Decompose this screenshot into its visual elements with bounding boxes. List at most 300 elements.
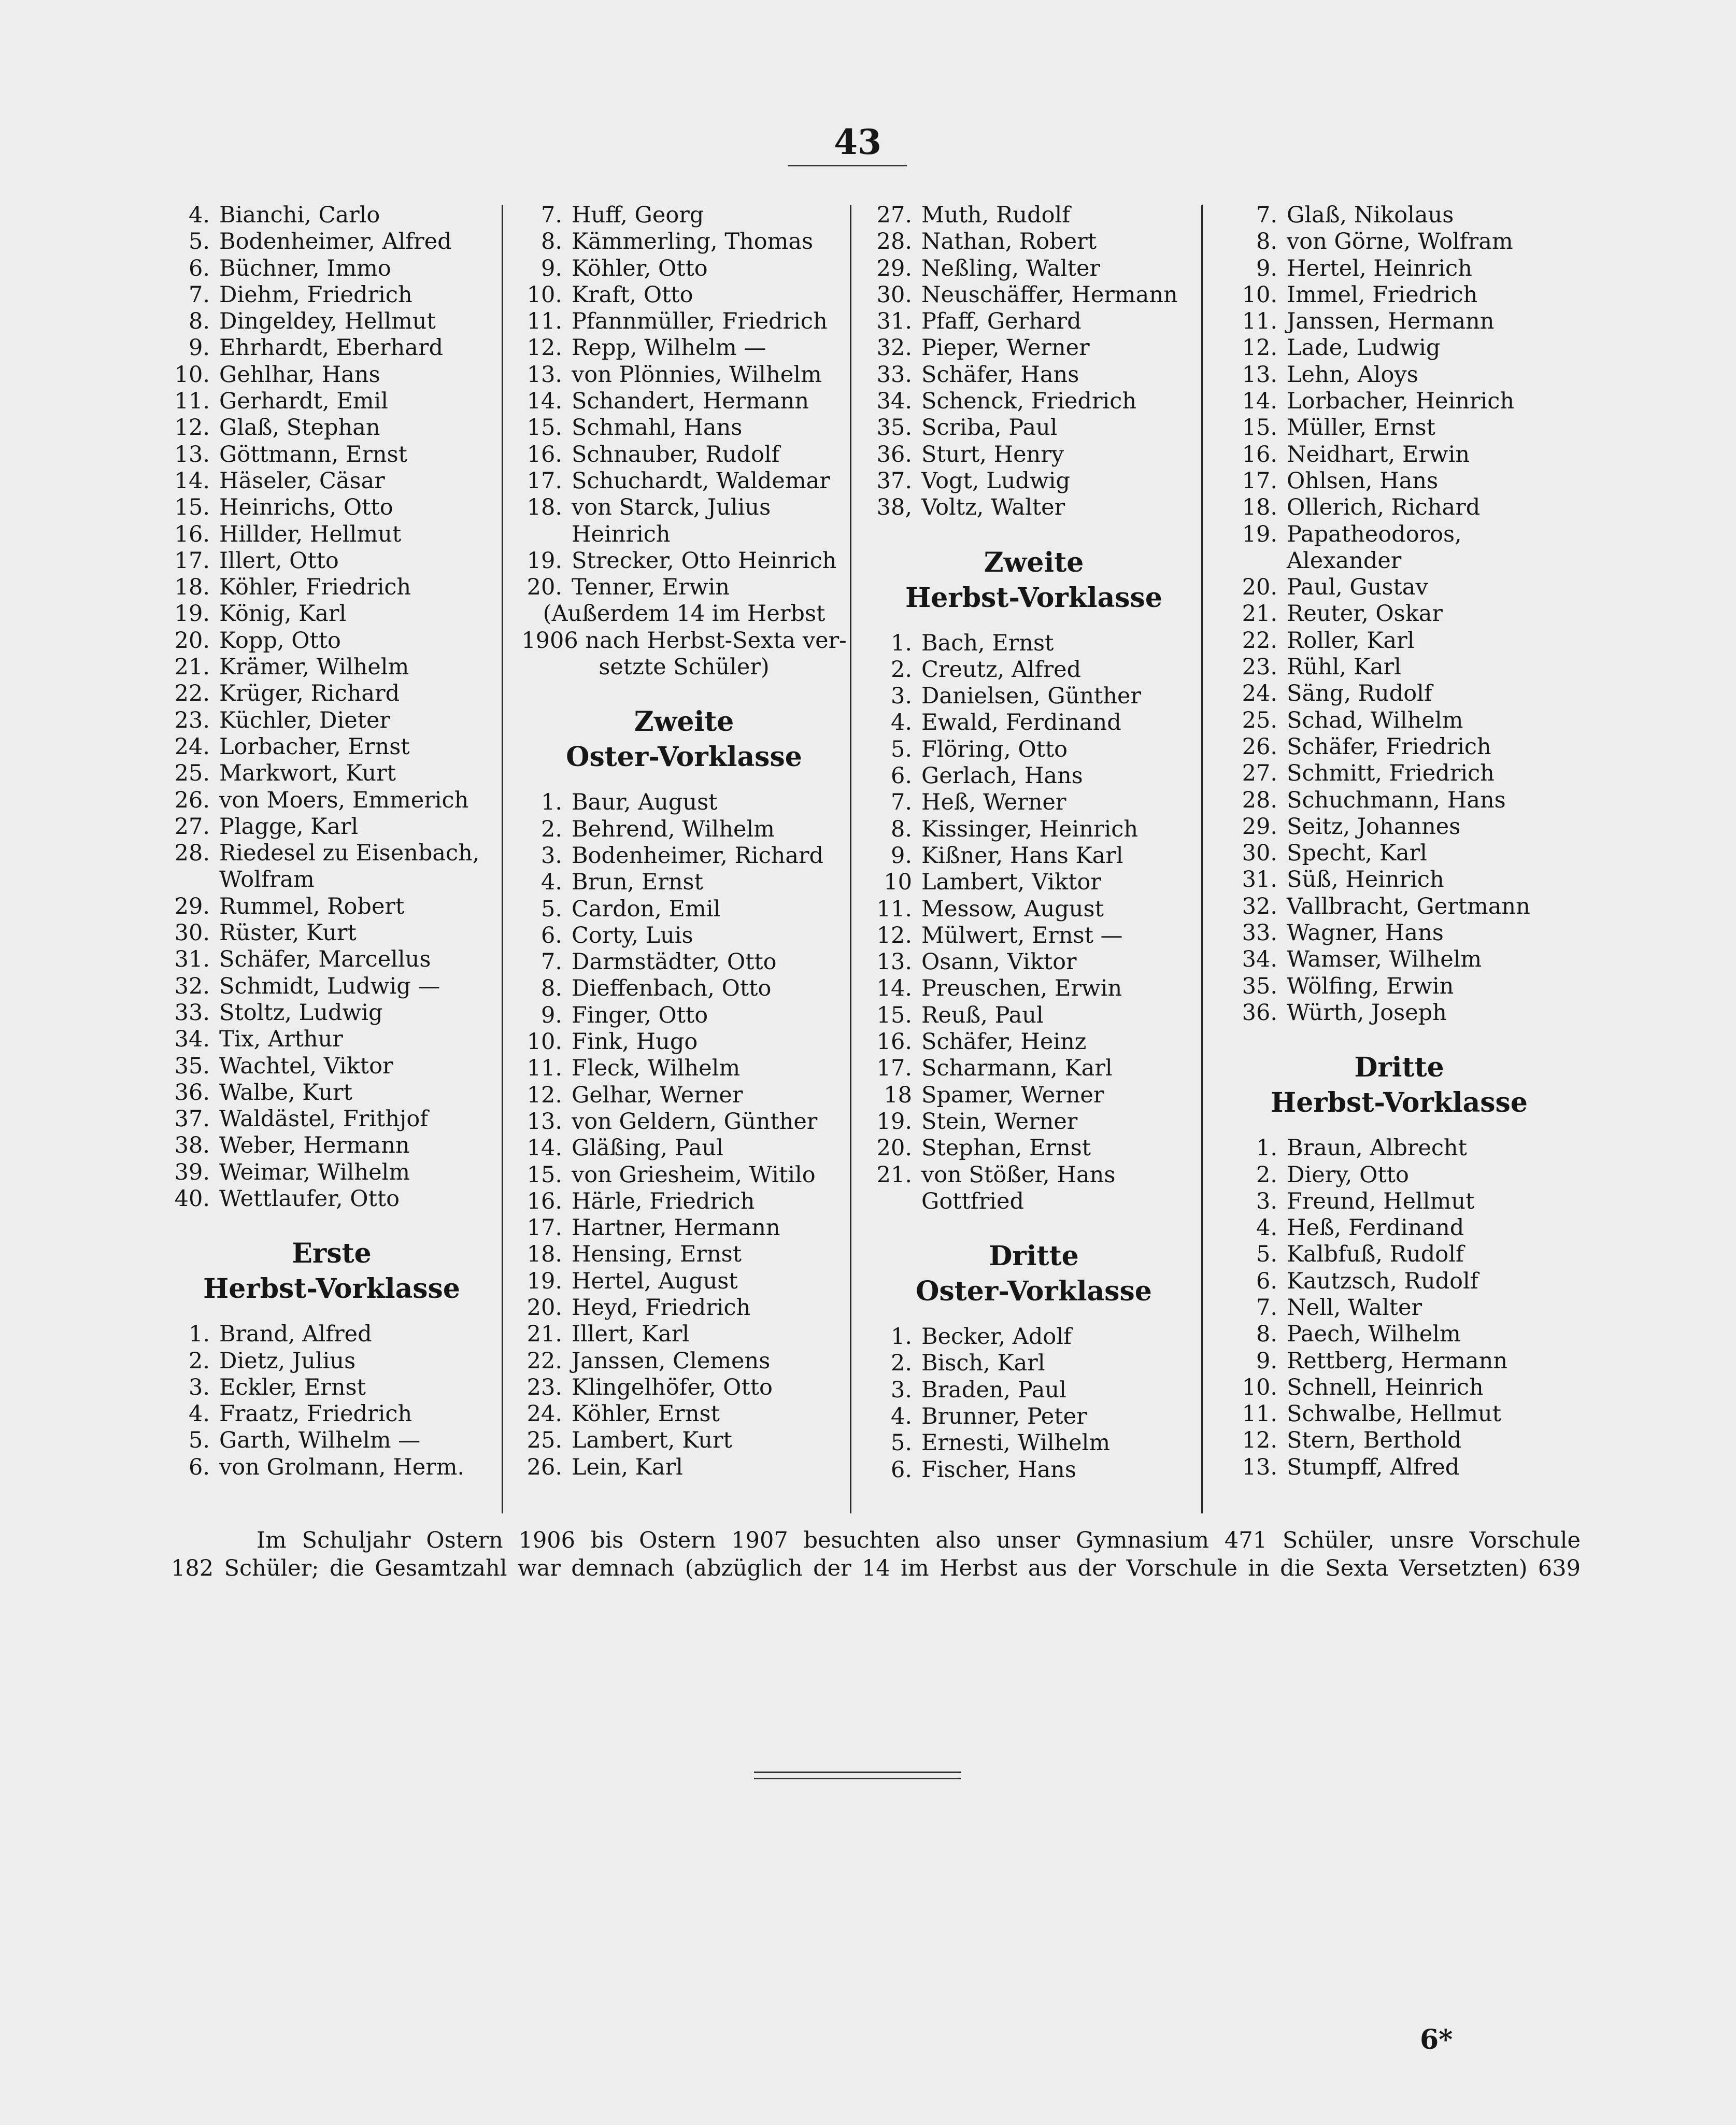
student-name: Würth, Joseph [1287, 999, 1447, 1026]
student-entry [1233, 946, 1565, 973]
student-name: Bodenheimer, Alfred [219, 229, 452, 255]
student-name: Braun, Albrecht [1287, 1135, 1467, 1161]
entry-number: 10 [884, 869, 912, 896]
entry-number: 6. [188, 1454, 210, 1480]
entry-number: 33. [1242, 920, 1277, 946]
student-name: Strecker, Otto Heinrich [572, 547, 837, 574]
student-name: Neuschäffer, Hermann [921, 281, 1178, 308]
entry-number: 17. [527, 1215, 562, 1241]
student-entry [166, 840, 497, 867]
entry-number: 36. [876, 441, 912, 468]
student-entry [166, 601, 497, 627]
student-entry [166, 335, 497, 361]
entry-number: 1. [1256, 1135, 1277, 1161]
entry-number: 18. [527, 494, 562, 521]
student-name: Pfannmüller, Friedrich [572, 308, 828, 335]
student-name: Becker, Adolf [921, 1324, 1072, 1350]
student-entry [166, 362, 497, 388]
student-name: Rüster, Kurt [219, 920, 357, 946]
entry-number: 18. [527, 1241, 562, 1268]
entry-number: 8. [890, 816, 912, 842]
student-name: Ernesti, Wilhelm [921, 1430, 1111, 1456]
student-entry [518, 362, 850, 388]
student-name: Ohlsen, Hans [1287, 468, 1439, 494]
student-entry [518, 388, 850, 415]
entry-number: 28. [174, 840, 210, 867]
entry-number: 13. [527, 1108, 562, 1135]
entry-number: 39. [174, 1159, 210, 1185]
entry-number: 25. [1242, 707, 1277, 733]
column-divider [502, 205, 503, 1513]
entry-number: 34. [1242, 946, 1277, 973]
entry-number: 22. [174, 681, 210, 707]
student-entry [166, 734, 497, 760]
student-name: Lade, Ludwig [1287, 335, 1441, 361]
class-heading-line: Herbst-Vorklasse [905, 582, 1162, 614]
student-name: Süß, Heinrich [1287, 867, 1444, 893]
entry-number: 24. [1242, 681, 1277, 707]
student-name: Nell, Walter [1287, 1294, 1422, 1321]
student-name: Paul, Gustav [1287, 574, 1428, 601]
student-name: von Geldern, Günther [572, 1108, 818, 1135]
entry-number: 11. [1242, 308, 1277, 335]
class-heading [868, 1239, 1200, 1309]
student-entry [1233, 973, 1565, 1000]
entry-number: 1. [890, 1324, 912, 1350]
student-name: Büchner, Immo [219, 255, 391, 281]
student-entry [518, 975, 850, 1002]
student-entry [518, 1348, 850, 1375]
column-2 [518, 202, 850, 1481]
entry-number: 6. [540, 922, 562, 948]
student-name: Diery, Otto [1287, 1161, 1409, 1188]
student-name: Härle, Friedrich [572, 1188, 755, 1214]
student-name: Walbe, Kurt [219, 1079, 352, 1106]
entry-number: 7. [1256, 202, 1277, 228]
student-entry [868, 923, 1200, 949]
student-entry [1233, 1215, 1565, 1241]
student-entry [868, 308, 1200, 335]
column-1 [166, 202, 497, 1481]
entry-number: 31. [876, 308, 912, 335]
student-entry [518, 548, 850, 574]
entry-number: 15. [1242, 415, 1277, 441]
student-name: Neßling, Walter [921, 255, 1100, 281]
entry-number: 17. [527, 468, 562, 494]
student-name: Immel, Friedrich [1287, 281, 1478, 308]
student-name: Bianchi, Carlo [219, 202, 380, 228]
student-name: Heinrichs, Otto [219, 494, 393, 521]
entry-number: 26. [174, 787, 210, 813]
entry-number: 23. [1242, 654, 1277, 681]
entry-number: 22. [1242, 627, 1277, 654]
entry-number: 10. [527, 1029, 562, 1055]
student-entry [166, 1375, 497, 1401]
entry-number: 7. [540, 202, 562, 228]
student-entry [1233, 1268, 1565, 1295]
student-name: Tenner, Erwin [572, 574, 730, 601]
student-name: Lehn, Aloys [1287, 361, 1418, 388]
student-entry [1233, 1401, 1565, 1427]
entry-number: 3. [1256, 1188, 1277, 1214]
student-entry [166, 814, 497, 840]
student-entry [166, 920, 497, 946]
student-name: Schuchardt, Waldemar [572, 468, 830, 494]
student-name: Gerhardt, Emil [219, 388, 389, 415]
entry-number: 6. [890, 763, 912, 789]
student-entry [518, 1109, 850, 1135]
student-entry [868, 1055, 1200, 1082]
student-entry [868, 1029, 1200, 1055]
student-name: Fischer, Hans [921, 1456, 1076, 1483]
student-name: Hartner, Hermann [572, 1215, 780, 1241]
entry-number: 24. [527, 1401, 562, 1427]
student-name: Corty, Luis [572, 922, 693, 948]
entry-number: 6. [890, 1456, 912, 1483]
student-name: Wettlaufer, Otto [219, 1185, 400, 1212]
student-name: Lambert, Viktor [921, 869, 1101, 896]
student-name: Schenck, Friedrich [921, 388, 1137, 415]
student-entry [1233, 787, 1565, 814]
entry-number: 13. [1242, 361, 1277, 388]
student-name: Bisch, Karl [921, 1350, 1045, 1377]
entry-number: 7. [188, 281, 210, 308]
transfer-note-line: setzte Schüler) [599, 654, 770, 681]
student-entry [1233, 1454, 1565, 1481]
student-entry [868, 388, 1200, 415]
column-4 [1233, 202, 1565, 1481]
transfer-note-line: 1906 nach Herbst-Sexta ver- [521, 627, 847, 654]
student-name: Neidhart, Erwin [1287, 441, 1470, 468]
student-entry [518, 1401, 850, 1427]
student-entry [518, 1454, 850, 1481]
entry-number: 8. [1256, 1321, 1277, 1348]
entry-number: 30. [174, 920, 210, 946]
student-name: Dingeldey, Hellmut [219, 308, 436, 335]
entry-number: 9. [540, 255, 562, 281]
entry-number: 25. [527, 1427, 562, 1454]
student-name: Ollerich, Richard [1287, 494, 1481, 521]
student-name: Tix, Arthur [219, 1026, 343, 1053]
student-entry [518, 1029, 850, 1055]
student-entry [518, 1188, 850, 1215]
student-name: Klingelhöfer, Otto [572, 1374, 773, 1400]
entry-number: 18 [884, 1082, 912, 1108]
student-name-continuation: Alexander [1287, 547, 1402, 574]
entry-number: 14. [876, 975, 912, 1002]
student-entry [868, 335, 1200, 361]
entry-number: 38, [876, 494, 912, 521]
entry-number: 31. [1242, 867, 1277, 893]
student-name: Säng, Rudolf [1287, 681, 1432, 707]
entry-number: 16. [174, 521, 210, 547]
entry-number: 4. [890, 710, 912, 736]
entry-number: 13. [174, 441, 210, 468]
student-entry [868, 949, 1200, 975]
entry-number: 9. [188, 335, 210, 361]
student-entry [166, 229, 497, 255]
student-entry [868, 468, 1200, 494]
entry-number: 19. [1242, 521, 1277, 547]
student-name: Heß, Ferdinand [1287, 1215, 1464, 1241]
student-name: Stoltz, Ludwig [219, 999, 383, 1026]
entry-number: 4. [890, 1403, 912, 1429]
entry-number: 11. [1242, 1401, 1277, 1427]
student-entry [518, 202, 850, 229]
student-name: Rühl, Karl [1287, 654, 1401, 681]
student-entry [868, 843, 1200, 869]
student-name: Janssen, Clemens [572, 1348, 771, 1374]
summary-line: 182 Schüler; die Gesamtzahl war demnach (abzüglich der 14 im Herbst aus der Vorschule in die Sexta Versetzten) 639 [171, 1555, 1581, 1581]
entry-number: 21. [876, 1161, 912, 1188]
entry-number: 20. [527, 1294, 562, 1321]
entry-number: 4. [188, 1401, 210, 1427]
class-heading-line: Erste [292, 1238, 372, 1270]
student-name: Messow, August [921, 896, 1104, 922]
student-entry [166, 521, 497, 548]
student-entry [1233, 308, 1565, 335]
entry-number: 14. [174, 468, 210, 494]
student-name: Göttmann, Ernst [219, 441, 407, 468]
entry-number: 30. [876, 281, 912, 308]
student-name: Diehm, Friedrich [219, 281, 412, 308]
student-entry [518, 494, 850, 521]
entry-number: 1. [540, 789, 562, 816]
student-name: Fleck, Wilhelm [572, 1055, 741, 1082]
transfer-note-line: (Außerdem 14 im Herbst [543, 601, 826, 627]
student-name: Kißner, Hans Karl [921, 842, 1123, 869]
student-entry [868, 1135, 1200, 1161]
student-entry [166, 388, 497, 415]
student-name: Illert, Otto [219, 547, 339, 574]
student-name: Repp, Wilhelm — [572, 335, 766, 361]
student-name: Kraft, Otto [572, 281, 693, 308]
student-name: Markwort, Kurt [219, 760, 396, 787]
student-name: Eckler, Ernst [219, 1374, 366, 1400]
student-name: Pieper, Werner [921, 335, 1090, 361]
entry-number: 33. [876, 361, 912, 388]
entry-number: 12. [1242, 1427, 1277, 1454]
student-entry [1233, 442, 1565, 468]
student-entry [868, 1457, 1200, 1483]
student-entry [868, 1404, 1200, 1430]
student-name: Gerlach, Hans [921, 763, 1083, 789]
student-name: Garth, Wilhelm — [219, 1427, 421, 1454]
student-entry [518, 1427, 850, 1454]
entry-number: 16. [876, 1029, 912, 1055]
entry-number: 12. [174, 415, 210, 441]
entry-number: 5. [1256, 1241, 1277, 1268]
entry-number: 37. [876, 468, 912, 494]
student-entry [868, 1350, 1200, 1377]
student-entry [166, 1427, 497, 1454]
student-entry [868, 282, 1200, 308]
entry-number: 37. [174, 1106, 210, 1132]
entry-number: 2. [890, 1350, 912, 1377]
entry-number: 13. [876, 949, 912, 975]
student-name: Vallbracht, Gertmann [1287, 893, 1530, 919]
class-heading-line: Zweite [634, 706, 734, 738]
student-entry [1233, 601, 1565, 627]
entry-number: 11. [527, 1055, 562, 1082]
entry-number: 19. [527, 547, 562, 574]
entry-number: 27. [174, 813, 210, 840]
entry-number: 29. [876, 255, 912, 281]
entry-number: 3. [890, 1377, 912, 1403]
student-name: Papatheodoros, [1287, 521, 1462, 547]
student-name: Baur, August [572, 789, 718, 816]
entry-number: 16. [1242, 441, 1277, 468]
student-entry [868, 1082, 1200, 1109]
entry-number: 14. [527, 1135, 562, 1161]
student-name: Gehlhar, Hans [219, 361, 380, 388]
class-heading-line: Herbst-Vorklasse [203, 1273, 460, 1305]
student-entry [518, 574, 850, 601]
student-name: Krämer, Wilhelm [219, 654, 409, 681]
student-entry [868, 202, 1200, 229]
student-name: Weimar, Wilhelm [219, 1159, 410, 1185]
entry-number: 3. [188, 1374, 210, 1400]
entry-number: 16. [527, 441, 562, 468]
student-name: Heyd, Friedrich [572, 1294, 751, 1321]
student-name: Braden, Paul [921, 1377, 1066, 1403]
entry-number: 5. [540, 896, 562, 922]
student-entry [166, 681, 497, 707]
student-name: Küchler, Dieter [219, 707, 390, 733]
entry-number: 6. [1256, 1268, 1277, 1294]
student-entry [1233, 521, 1565, 548]
student-entry [166, 308, 497, 335]
entry-number: 1. [890, 630, 912, 656]
student-name: Kissinger, Heinrich [921, 816, 1139, 842]
student-name: Dieffenbach, Otto [572, 975, 772, 1002]
entry-number: 20. [876, 1135, 912, 1161]
student-name: Wölfing, Erwin [1287, 973, 1454, 999]
student-name: Schäfer, Hans [921, 361, 1079, 388]
student-entry [1233, 867, 1565, 893]
student-entry [868, 657, 1200, 683]
student-entry [868, 630, 1200, 657]
entry-number: 2. [540, 816, 562, 842]
student-entry [518, 843, 850, 869]
entry-number: 23. [527, 1374, 562, 1400]
entry-number: 29. [1242, 813, 1277, 840]
student-entry [868, 256, 1200, 282]
student-entry [518, 256, 850, 282]
student-entry [518, 789, 850, 816]
student-entry [1233, 1375, 1565, 1401]
student-entry [1233, 468, 1565, 494]
student-name: Heß, Werner [921, 789, 1066, 816]
class-heading-line: Zweite [984, 546, 1084, 578]
student-name: Schuchmann, Hans [1287, 787, 1506, 813]
page-number: 43 [834, 122, 881, 162]
student-name: Cardon, Emil [572, 896, 721, 922]
student-name: Nathan, Robert [921, 229, 1097, 255]
student-name: Ehrhardt, Eberhard [219, 335, 443, 361]
student-name: von Grolmann, Herm. [219, 1454, 465, 1480]
entry-number: 15. [876, 1002, 912, 1028]
entry-number: 12. [876, 922, 912, 948]
student-name: Riedesel zu Eisenbach, [219, 840, 480, 867]
signature-mark: 6* [1420, 2024, 1453, 2056]
entry-number: 19. [527, 1268, 562, 1294]
student-entry [868, 1324, 1200, 1350]
student-entry [518, 1241, 850, 1268]
entry-number: 4. [188, 202, 210, 228]
student-entry [1233, 894, 1565, 920]
student-name: von Moers, Emmerich [219, 787, 469, 813]
student-entry [868, 763, 1200, 789]
entry-number: 40. [174, 1185, 210, 1212]
entry-number: 15. [527, 1161, 562, 1188]
entry-number: 35. [1242, 973, 1277, 999]
student-name: Dietz, Julius [219, 1348, 356, 1374]
student-name: Stein, Werner [921, 1108, 1078, 1135]
student-entry [1233, 335, 1565, 361]
student-name-continuation: Wolfram [219, 867, 315, 893]
student-entry [1233, 707, 1565, 734]
student-name: Kalbfuß, Rudolf [1287, 1241, 1464, 1268]
student-entry [518, 1375, 850, 1401]
entry-number: 34. [876, 388, 912, 415]
class-heading [868, 545, 1200, 616]
student-entry [868, 229, 1200, 255]
student-name: Fraatz, Friedrich [219, 1401, 412, 1427]
student-name: Schäfer, Marcellus [219, 946, 431, 973]
student-name: Brun, Ernst [572, 869, 703, 896]
student-name: Scharmann, Karl [921, 1055, 1113, 1082]
student-name: Hertel, Heinrich [1287, 255, 1472, 281]
entry-number: 21. [174, 654, 210, 681]
student-entry [166, 494, 497, 521]
student-name: Glaß, Stephan [219, 415, 380, 441]
student-name: Preuschen, Erwin [921, 975, 1122, 1002]
student-name: Janssen, Hermann [1287, 308, 1495, 335]
student-name: Reuter, Oskar [1287, 601, 1443, 627]
entry-number: 36. [1242, 999, 1277, 1026]
entry-number: 8. [540, 975, 562, 1002]
student-name: Lorbacher, Ernst [219, 733, 410, 760]
entry-number: 27. [876, 202, 912, 228]
entry-number: 25. [174, 760, 210, 787]
student-entry [166, 574, 497, 601]
transfer-note [518, 601, 850, 681]
student-name: Weber, Hermann [219, 1132, 410, 1159]
entry-number: 5. [188, 229, 210, 255]
student-entry [166, 1348, 497, 1375]
student-entry [1233, 494, 1565, 521]
class-heading-line: Dritte [989, 1240, 1079, 1272]
student-entry [1233, 1135, 1565, 1161]
student-name: Bach, Ernst [921, 630, 1054, 656]
student-name: Stumpff, Alfred [1287, 1454, 1460, 1480]
student-name: Schäfer, Heinz [921, 1029, 1087, 1055]
student-name: von Görne, Wolfram [1287, 229, 1513, 255]
student-name: Darmstädter, Otto [572, 949, 777, 975]
entry-number: 3. [540, 842, 562, 869]
entry-number: 28. [876, 229, 912, 255]
student-entry [518, 415, 850, 441]
student-entry [868, 975, 1200, 1002]
entry-number: 26. [1242, 733, 1277, 760]
student-entry [868, 494, 1200, 521]
student-name: Stern, Berthold [1287, 1427, 1462, 1454]
student-name-continuation: Heinrich [572, 521, 671, 547]
entry-number: 10. [527, 281, 562, 308]
student-entry [1233, 574, 1565, 601]
student-entry [1233, 415, 1565, 441]
